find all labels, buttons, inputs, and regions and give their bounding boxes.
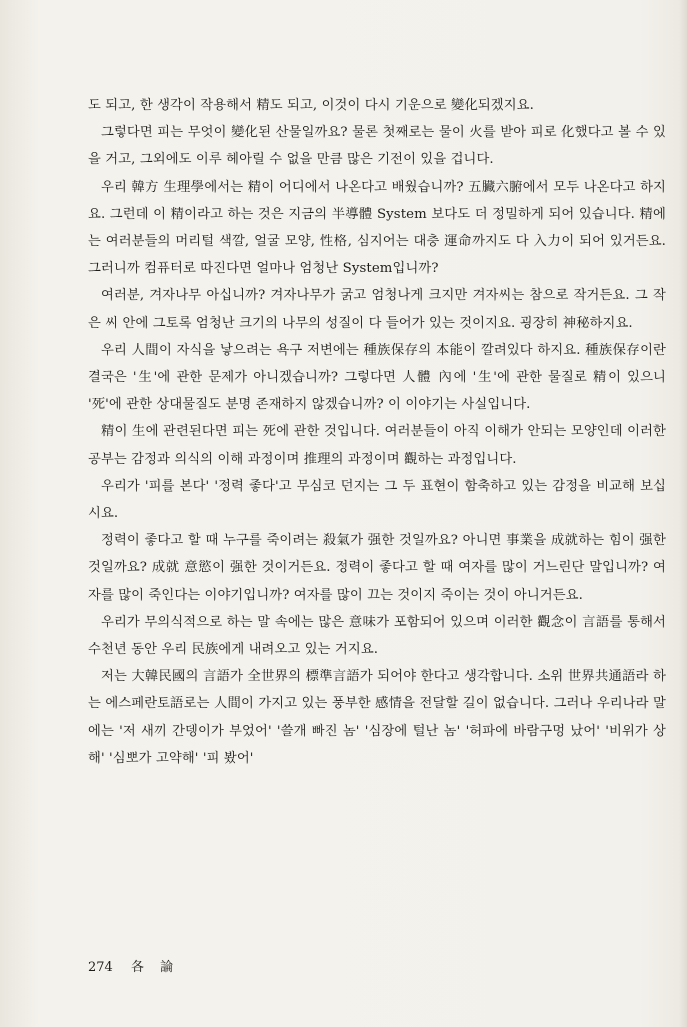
paragraph: 우리가 '피를 본다' '정력 좋다'고 무심코 던지는 그 두 표현이 함축하고 있는 감정을 비교해 보십시요. [88,478,666,522]
page-footer [88,960,179,976]
paragraph: 여러분, 겨자나무 아십니까? 겨자나무가 굵고 엄청나게 크지만 겨자씨는 참으로 작거든요. 그 작은 씨 안에 그토록 엄청난 크기의 나무의 성질이 다 들어가 있는 것이지요. 굉장히 神秘하지요. [88,288,666,331]
section-label: 各 論 [130,960,180,975]
page-number: 274 [88,960,113,975]
paragraph: 도 되고, 한 생각이 작용해서 精도 되고, 이것이 다시 기운으로 變化되겠지요. [88,98,534,113]
paragraph: 저는 大韓民國의 言語가 全世界의 標準言語가 되어야 한다고 생각합니다. 소위 世界共通語라 하는 에스페란토語로는 人間이 가지고 있는 풍부한 感情을 전달할 길이 없습니다. 그러나 우리나라 말에는 '저 새끼 간뎅이가 부었어' '쓸개 빠진 놈' '심장에 털난 놈' '허파에 바람구멍 났어' '비위가 상해' '심뽀가 고약해' '피 봤어' [88,669,666,766]
paragraph: 그렇다면 피는 무엇이 變化된 산물일까요? 물론 첫째로는 물이 火를 받아 피로 化했다고 볼 수 있을 거고, 그외에도 이루 헤아릴 수 없을 만큼 많은 기전이 있을 겁니다. [88,125,666,168]
page-edge-shadow [679,0,687,1027]
paragraph: 精이 生에 관련된다면 피는 死에 관한 것입니다. 여러분들이 아직 이해가 안되는 모양인데 이러한 공부는 감정과 의식의 이해 과정이며 推理의 과정이며 觀하는 과정입니다. [88,424,666,467]
body-text [88,92,666,772]
paragraph: 우리 人間이 자식을 낳으려는 욕구 저변에는 種族保存의 本能이 깔려있다 하지요. 種族保存이란 결국은 '生'에 관한 문제가 아니겠습니까? 그렇다면 人體 內에 '生'에 관한 물질로 精이 있으니 '死'에 관한 상대물질도 분명 존재하지 않겠습니까? 이 이야기는 사실입니다. [88,342,666,413]
paragraph: 정력이 좋다고 할 때 누구를 죽이려는 殺氣가 强한 것일까요? 아니면 事業을 成就하는 힘이 强한 것일까요? 成就 意慾이 强한 것이거든요. 정력이 좋다고 할 때 여자를 많이 거느린단 말입니까? 여자를 많이 죽인다는 이야기입니까? 여자를 많이 끄는 것이지 죽이는 것이 아니거든요. [88,533,666,603]
paragraph: 우리 韓方 生理學에서는 精이 어디에서 나온다고 배웠습니까? 五臟六腑에서 모두 나온다고 하지요. 그런데 이 精이라고 하는 것은 지금의 半導體 System 보다도 더 정밀하게 되어 있습니다. 精에는 여러분들의 머리털 색깔, 얼굴 모양, 性格, 심지어는 대충 運命까지도 다 入力이 되어 있거든요. 그러니까 컴퓨터로 따진다면 얼마나 엄청난 System입니까? [88,179,666,277]
paragraph: 우리가 무의식적으로 하는 말 속에는 많은 意味가 포함되어 있으며 이러한 觀念이 言語를 통해서 수천년 동안 우리 民族에게 내려오고 있는 거지요. [88,614,666,658]
